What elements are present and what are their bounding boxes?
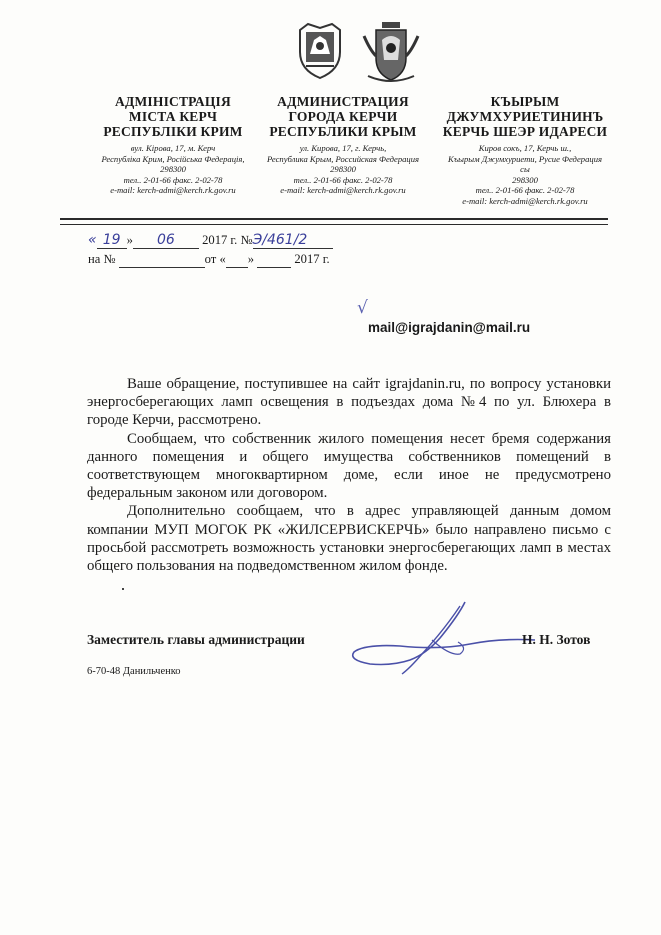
recipient-email: mail@igrajdanin@mail.ru bbox=[368, 320, 531, 335]
body-paragraph: Ваше обращение, поступившее на сайт igrajdanin.ru, по вопросу установки энергосберегающих ламп освещения в подъездах дома №4 по ул. Блюхера в городе Керчи, рассмотрено. bbox=[87, 376, 611, 429]
signatory-position: Заместитель главы администрации bbox=[87, 632, 305, 647]
address-line: Къырым Джумхуриети, Русие Федерация bbox=[448, 153, 602, 164]
header-ukrainian bbox=[88, 94, 258, 196]
crimea-coat-of-arms-icon bbox=[296, 22, 344, 80]
address-line: Республіка Крим, Російська Федерація, bbox=[101, 153, 245, 164]
ref-close: » bbox=[247, 252, 255, 266]
address-line: вул. Кірова, 17, м. Керч bbox=[130, 143, 216, 153]
email-line: e-mail: kerch-admi@kerch.rk.gov.ru bbox=[462, 195, 588, 206]
org-name-line: АДМИНИСТРАЦИЯ bbox=[277, 94, 409, 109]
address-line: 298300 bbox=[160, 164, 186, 175]
body-paragraph: Дополнительно сообщаем, что в адрес управляющей данным домом компании МУП МОГОК РК «ЖИЛСЕРВИСКЕРЧЬ» было направлено письмо с просьбой рассмотреть возможность установки энергосберегающих ламп в местах общего пользования на подведомственном жилом фонде. bbox=[87, 503, 611, 575]
phone-line: тел.. 2-01-66 факс. 2-02-78 bbox=[123, 174, 223, 185]
handwritten-signature-icon bbox=[340, 596, 540, 680]
kerch-coat-of-arms-icon bbox=[360, 20, 422, 84]
org-address bbox=[258, 143, 428, 196]
handwritten-checkmark: √ bbox=[357, 298, 368, 318]
outgoing-reference bbox=[88, 232, 333, 249]
header-crimean-tatar bbox=[430, 94, 620, 207]
org-address bbox=[88, 143, 258, 196]
org-name-line: АДМІНІСТРАЦІЯ bbox=[115, 94, 231, 109]
org-name-line: ГОРОДА КЕРЧИ bbox=[288, 109, 398, 124]
address-line: Республика Крым, Российская Федерация bbox=[266, 153, 420, 164]
ref-from: от « bbox=[204, 252, 226, 266]
email-line: e-mail: kerch-admi@kerch.rk.gov.ru bbox=[280, 185, 406, 196]
org-name-line: КЕРЧЬ ШЕЭР ИДАРЕСИ bbox=[442, 124, 608, 139]
address-line: сы bbox=[520, 164, 530, 175]
ref-year-2: 2017 г. bbox=[294, 252, 330, 266]
executor-info: 6-70-48 Данильченко bbox=[87, 666, 181, 677]
ref-day: 19 bbox=[102, 232, 121, 248]
address-line: 298300 bbox=[512, 174, 538, 185]
ref-month: 06 bbox=[157, 232, 175, 248]
org-name-line: ДЖУМХУРИЕТИНИНЪ bbox=[446, 109, 604, 124]
org-name-line: РЕСПУБЛІКИ КРИМ bbox=[103, 124, 243, 139]
org-name-line: КЪЫРЫМ bbox=[490, 94, 560, 109]
incoming-reference bbox=[88, 252, 330, 268]
header-divider-thick bbox=[60, 218, 608, 220]
header-russian bbox=[258, 94, 428, 196]
phone-line: тел.. 2-01-66 факс. 2-02-78 bbox=[293, 174, 393, 185]
header-divider-thin bbox=[60, 224, 608, 225]
org-name-line: МІСТА КЕРЧ bbox=[128, 109, 218, 124]
signatory-name: Н. Н. Зотов bbox=[522, 632, 591, 647]
address-line: Киров сокъ, 17, Керчь ш., bbox=[478, 143, 572, 153]
quote-close: » bbox=[126, 233, 133, 247]
quote-open: « bbox=[88, 232, 97, 248]
ref-on-number: на № bbox=[88, 252, 116, 266]
phone-line: тел.. 2-01-66 факс. 2-02-78 bbox=[475, 185, 575, 196]
org-address bbox=[430, 143, 620, 207]
email-line: e-mail: kerch-admi@kerch.rk.gov.ru bbox=[110, 185, 236, 196]
body-paragraph: Сообщаем, что собственник жилого помещения несет бремя содержания данного помещения и общего имущества собственников помещений в соответствующем многоквартирном доме, если иное не предусмотрено федеральным законом или договором. bbox=[87, 430, 611, 502]
org-name-line: РЕСПУБЛИКИ КРЫМ bbox=[269, 124, 417, 139]
address-line: ул. Кирова, 17, г. Керчь, bbox=[299, 143, 387, 153]
address-line: 298300 bbox=[330, 164, 356, 175]
letter-body bbox=[87, 375, 611, 575]
ref-number: Э/461/2 bbox=[252, 232, 308, 248]
stray-dot bbox=[122, 588, 124, 590]
ref-year: 2017 г. № bbox=[202, 233, 253, 247]
